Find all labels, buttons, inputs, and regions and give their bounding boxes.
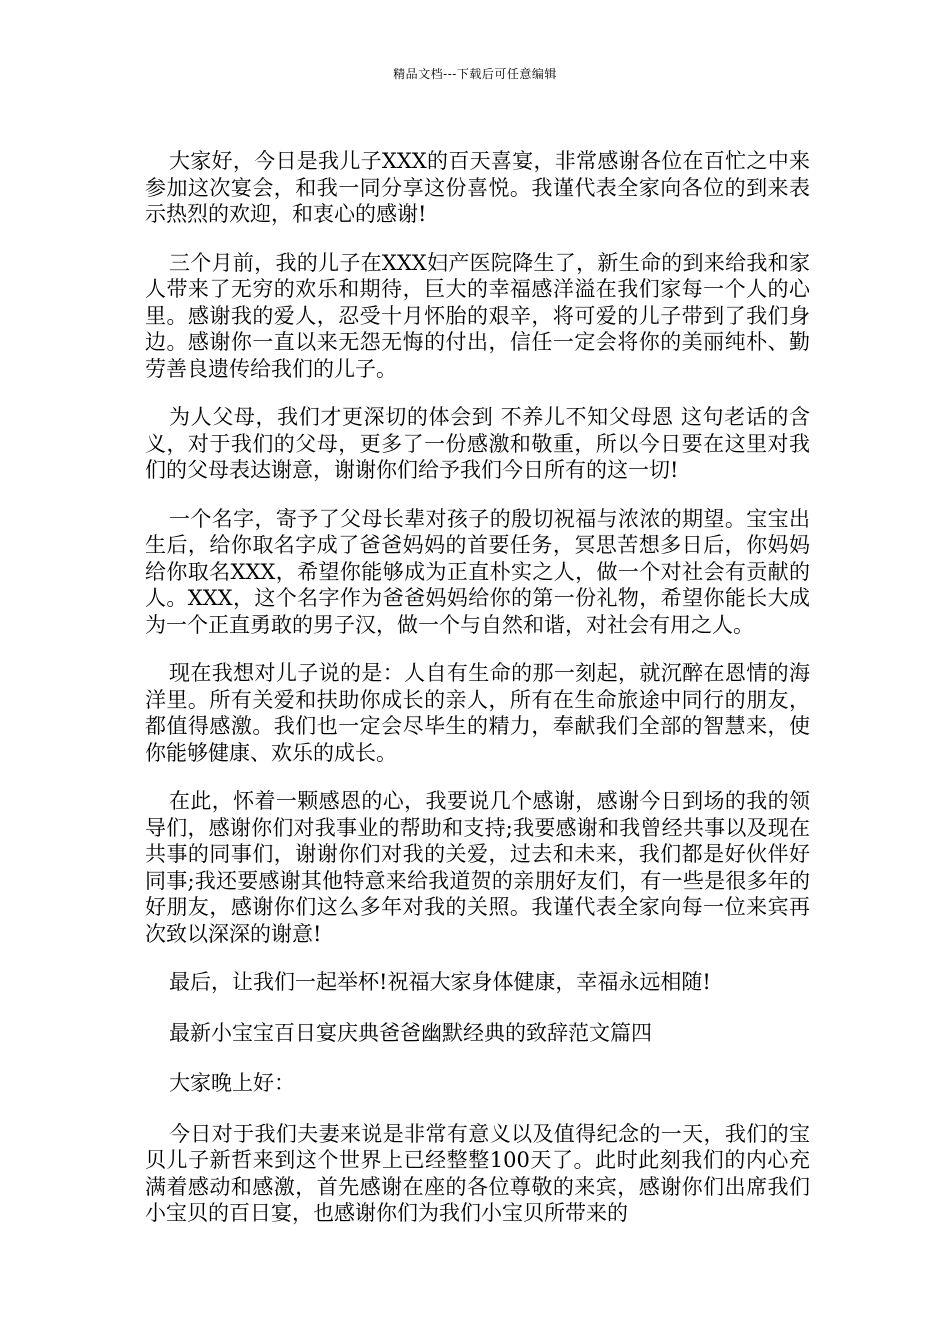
paragraph-greeting: 大家晚上好： [169, 1071, 295, 1095]
paragraph-parents: 为人父母，我们才更深切的体会到 不养儿不知父母恩 这句老话的含义，对于我们的父母，更多了一份感激和敬重，所以今日要在这里对我们的父母表达谢意，谢谢你们给予我们今日所有的这一切! [145, 405, 810, 482]
paragraph-thanks: 在此，怀着一颗感恩的心，我要说几个感谢，感谢今日到场的我的领导们，感谢你们对我事业的帮助和支持;我要感谢和我曾经共事以及现在共事的同事们，谢谢你们对我的关爱，过去和未来，我们都是好伙伴好同事;我还要感谢其他特意来给我道贺的亲朋好友们，有一些是很多年的好朋友，感谢你们这么多年对我的关照。我谨代表全家向每一位来宾再次致以深深的谢意! [145, 789, 810, 946]
document-body [145, 148, 810, 1249]
paragraph-birth: 三个月前，我的儿子在XXX妇产医院降生了，新生命的到来给我和家人带来了无穷的欢乐和期待，巨大的幸福感洋溢在我们家每一个人的心里。感谢我的爱人，忍受十月怀胎的艰辛，将可爱的儿子带到了我们身边。感谢你一直以来无怨无悔的付出，信任一定会将你的美丽纯朴、勤劳善良遗传给我们的儿子。 [145, 250, 810, 381]
page-header: 精品文档---下载后可任意编辑 [393, 67, 557, 81]
paragraph-name: 一个名字，寄予了父母长辈对孩子的殷切祝福与浓浓的期望。宝宝出生后，给你取名字成了爸爸妈妈的首要任务，冥思苦想多日后，你妈妈给你取名XXX，希望你能够成为正直朴实之人，做一个对社会有贡献的人。XXX，这个名字作为爸爸妈妈给你的第一份礼物，希望你能长大成为一个正直勇敢的男子汉，做一个与自然和谐，对社会有用之人。 [145, 506, 810, 637]
paragraph-to-son: 现在我想对儿子说的是：人自有生命的那一刻起，就沉醉在恩情的海洋里。所有关爱和扶助你成长的亲人，所有在生命旅途中同行的朋友，都值得感激。我们也一定会尽毕生的精力，奉献我们全部的智慧来，使你能够健康、欢乐的成长。 [145, 661, 810, 765]
paragraph-toast: 最后，让我们一起举杯!祝福大家身体健康，幸福永远相随! [169, 970, 711, 994]
paragraph-today: 今日对于我们夫妻来说是非常有意义以及值得纪念的一天，我们的宝贝儿子新哲来到这个世界上已经整整100天了。此时此刻我们的内心充满着感动和感激，首先感谢在座的各位尊敬的来宾，感谢你们出席我们小宝贝的百日宴，也感谢你们为我们小宝贝所带来的 [145, 1121, 810, 1225]
section-title: 最新小宝宝百日宴庆典爸爸幽默经典的致辞范文篇四 [169, 1020, 652, 1045]
paragraph-welcome: 大家好，今日是我儿子XXX的百天喜宴，非常感谢各位在百忙之中来参加这次宴会，和我一同分享这份喜悦。我谨代表全家向各位的到来表示热烈的欢迎，和衷心的感谢! [145, 149, 810, 226]
